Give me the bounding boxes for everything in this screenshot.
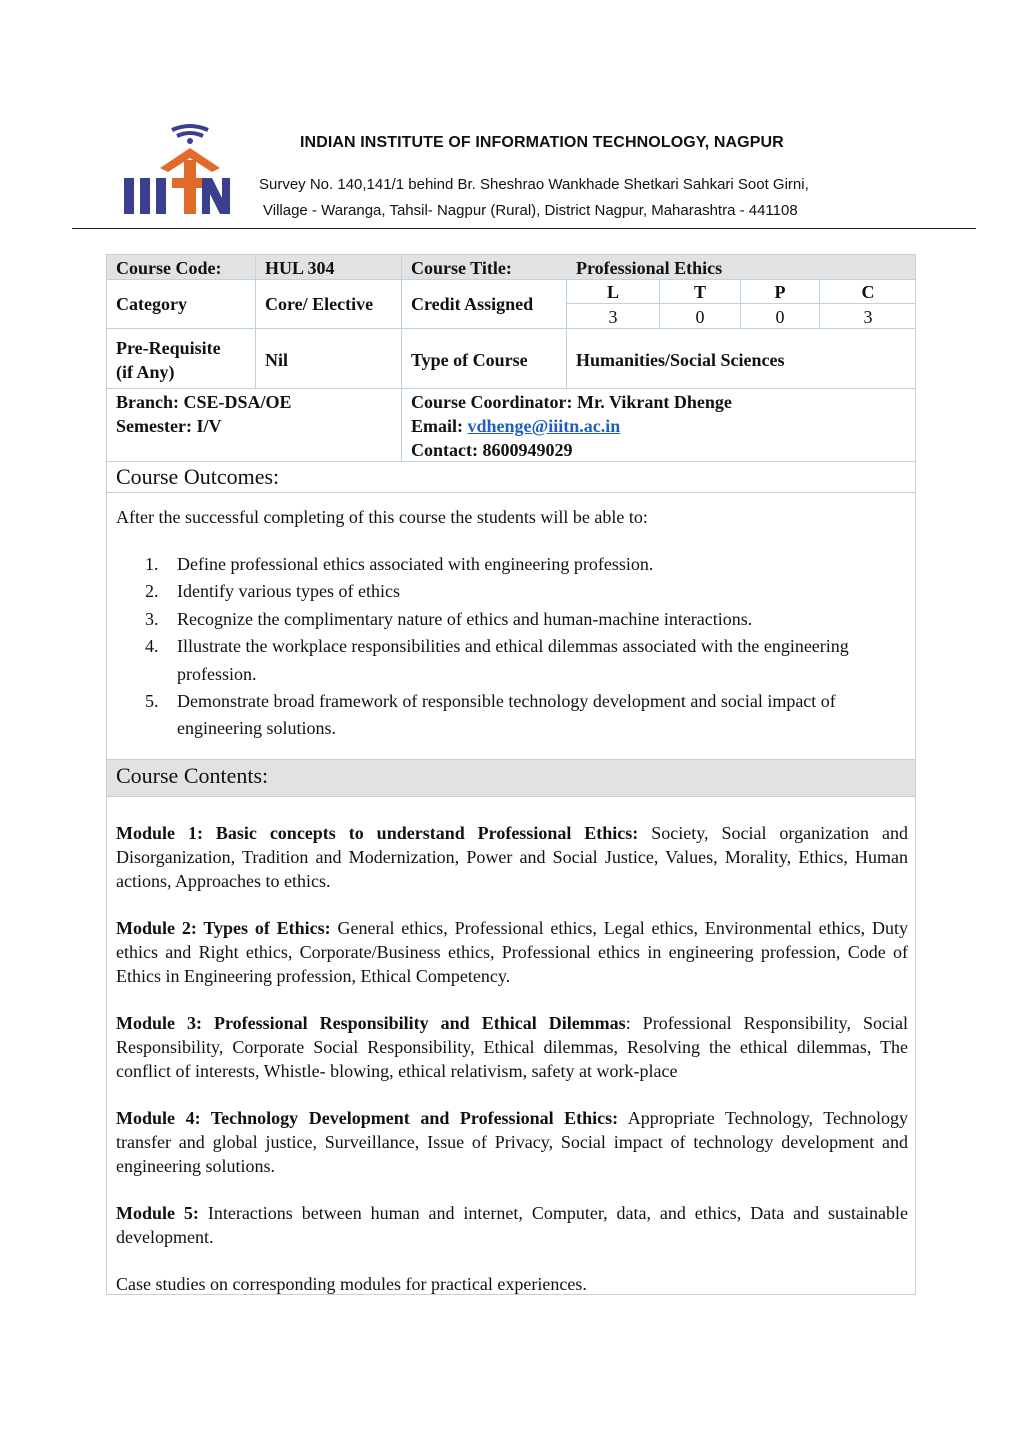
module-title: Module 5: xyxy=(116,1203,199,1223)
outcome-number: 4. xyxy=(145,636,159,657)
email-link[interactable]: vdhenge@iiitn.ac.in xyxy=(467,416,621,436)
module-5 xyxy=(116,1201,908,1249)
institute-name: INDIAN INSTITUTE OF INFORMATION TECHNOLOGY, NAGPUR xyxy=(300,134,784,151)
module-body: General ethics, Professional ethics, Legal ethics, Environmental ethics, Duty ethics and Right ethics, Corporate/Business ethics, Professional ethics in engineering profession, Code of Ethics in Engineering profession, Ethical Competency. xyxy=(116,918,908,986)
course-code-value: HUL 304 xyxy=(265,258,335,278)
credit-header-p: P xyxy=(774,282,786,302)
outcome-number: 3. xyxy=(145,608,159,629)
outcome-item xyxy=(116,606,876,633)
module-title: Module 1: Basic concepts to understand Professional Ethics: xyxy=(116,823,639,843)
category-value: Core/ Elective xyxy=(265,294,374,314)
credit-value-c: 3 xyxy=(863,307,873,327)
credit-header-t: T xyxy=(693,282,706,302)
outcome-number: 2. xyxy=(145,581,159,602)
contact: Contact: 8600949029 xyxy=(411,440,573,460)
prereq-label-line2: (if Any) xyxy=(116,362,175,382)
credit-value-t: 0 xyxy=(695,307,705,327)
institute-logo xyxy=(120,124,232,218)
module-title: Module 4: Technology Development and Professional Ethics: xyxy=(116,1108,619,1128)
prereq-value: Nil xyxy=(265,350,289,370)
module-body: : Professional Responsibility, Social Responsibility, Corporate Social Responsibility, Ethical dilemmas, Resolving the ethical dilemmas, The conflict of interests, Whistle- blowing, ethical relativism, safety at work-place xyxy=(116,1013,908,1081)
module-2 xyxy=(116,916,908,988)
credit-value-p: 0 xyxy=(775,307,785,327)
branch: Branch: CSE-DSA/OE xyxy=(116,392,292,412)
modules-section xyxy=(116,821,908,1319)
course-type-value: Humanities/Social Sciences xyxy=(576,350,785,370)
outcomes-list xyxy=(116,551,876,743)
outcome-text: Demonstrate broad framework of responsible technology development and social impact of engineering solutions. xyxy=(177,691,836,739)
outcome-item xyxy=(116,688,876,743)
outcome-text: Identify various types of ethics xyxy=(177,581,400,602)
outcome-item xyxy=(116,578,876,605)
address-line-2: Village - Waranga, Tahsil- Nagpur (Rural), District Nagpur, Maharashtra - 441108 xyxy=(263,202,798,219)
course-title-label: Course Title: xyxy=(411,258,512,278)
outcome-text: Define professional ethics associated with engineering profession. xyxy=(177,554,654,574)
module-3 xyxy=(116,1011,908,1083)
outcome-text: Illustrate the workplace responsibilities and ethical dilemmas associated with the engineering profession. xyxy=(177,636,849,684)
module-title: Module 3: Professional Responsibility and Ethical Dilemmas xyxy=(116,1013,626,1033)
module-body: Interactions between human and internet, Computer, data, and ethics, Data and sustainable development. xyxy=(116,1203,909,1247)
outcome-number: 1. xyxy=(145,554,159,574)
module-body: Society, Social organization and Disorganization, Tradition and Modernization, Power and Social Justice, Values, Morality, Ethics, Human actions, Approaches to ethics. xyxy=(116,823,908,891)
course-contents-heading: Course Contents: xyxy=(116,763,269,788)
module-4 xyxy=(116,1106,908,1178)
outcomes-intro: After the successful completing of this course the students will be able to: xyxy=(116,507,648,527)
outcome-item xyxy=(116,551,876,578)
email-label: Email: xyxy=(411,416,468,436)
address-line-1: Survey No. 140,141/1 behind Br. Sheshrao Wankhade Shetkari Sahkari Soot Girni, xyxy=(259,176,809,193)
course-coordinator: Course Coordinator: Mr. Vikrant Dhenge xyxy=(411,392,732,412)
prereq-label-line1: Pre-Requisite xyxy=(116,338,221,358)
credit-header-c: C xyxy=(861,282,875,302)
outcome-text: Recognize the complimentary nature of ethics and human-machine interactions. xyxy=(177,608,753,629)
credit-assigned-label: Credit Assigned xyxy=(411,294,534,314)
module-title: Module 2: Types of Ethics: xyxy=(116,918,331,938)
outcome-item xyxy=(116,633,876,688)
email-line xyxy=(411,414,620,438)
course-title-value: Professional Ethics xyxy=(576,258,723,278)
case-studies-note: Case studies on corresponding modules for practical experiences. xyxy=(116,1274,587,1294)
credit-header-l: L xyxy=(606,282,619,302)
module-1 xyxy=(116,821,908,893)
course-code-label: Course Code: xyxy=(116,258,222,278)
semester: Semester: I/V xyxy=(116,416,222,436)
header-divider xyxy=(72,228,976,229)
course-outcomes-heading: Course Outcomes: xyxy=(116,464,280,489)
credit-value-l: 3 xyxy=(608,307,618,327)
module-body: Appropriate Technology, Technology transfer and global justice, Surveillance, Issue of Privacy, Social impact of technology development and engineering solutions. xyxy=(116,1108,908,1176)
category-label: Category xyxy=(116,294,187,314)
outcome-number: 5. xyxy=(145,691,159,712)
course-type-label: Type of Course xyxy=(411,350,528,370)
